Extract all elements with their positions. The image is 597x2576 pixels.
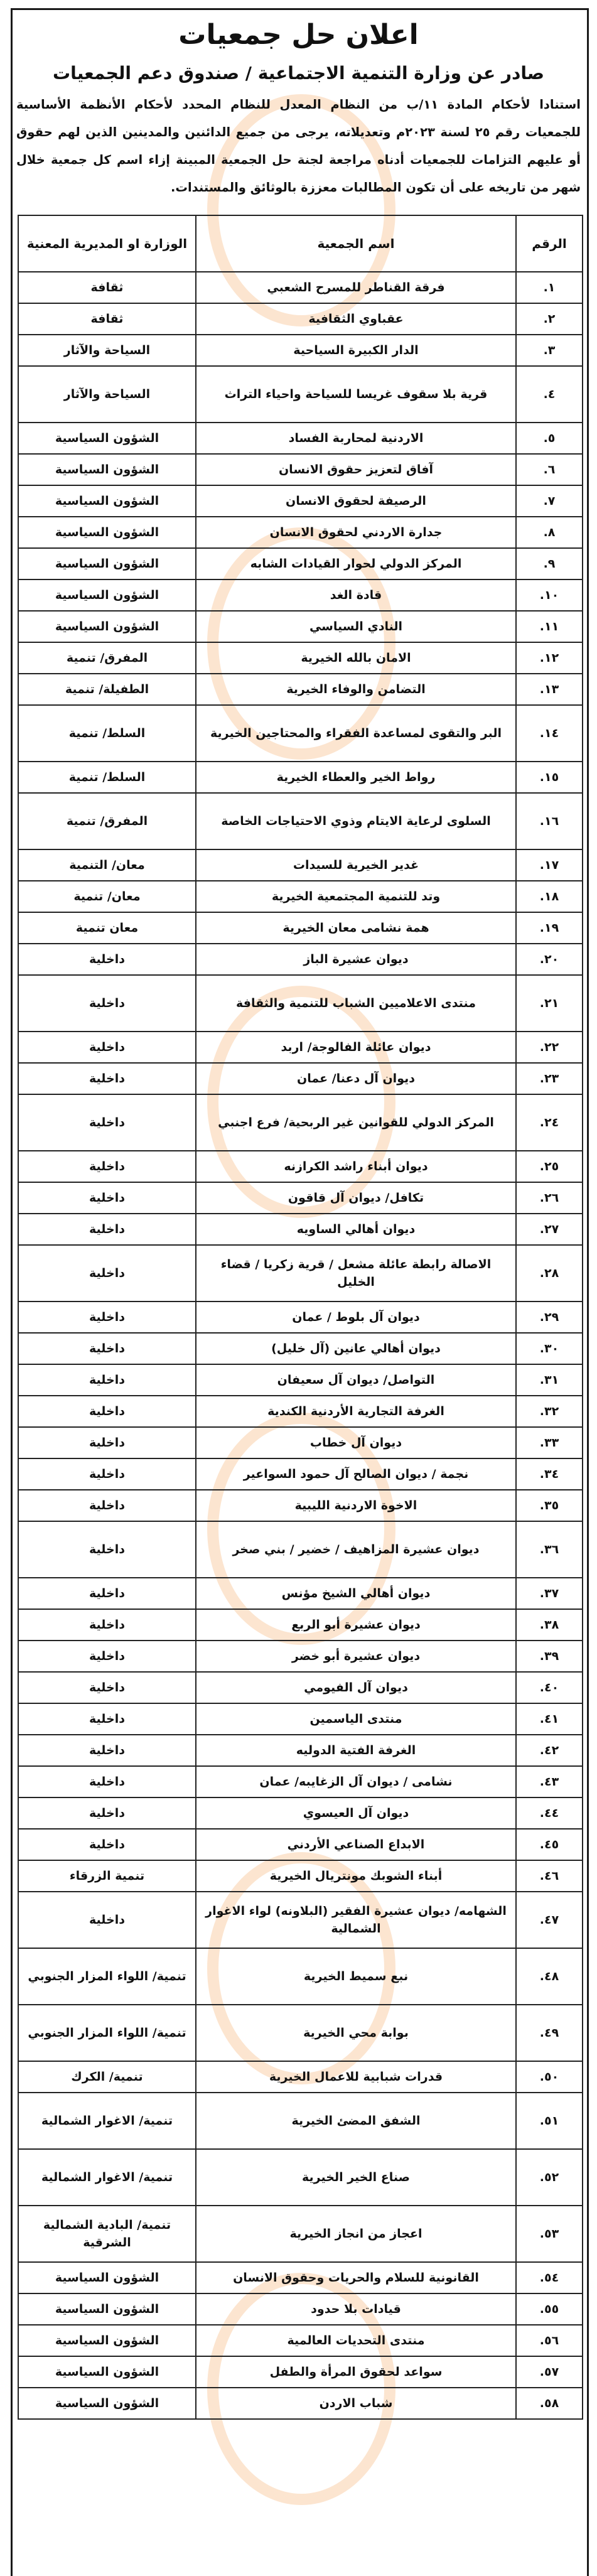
association-name: ديوان عشيرة المزاهيف / خضير / بني صخر: [196, 1521, 516, 1578]
row-number: ١٠.: [516, 579, 583, 611]
association-name: الاصالة رابطة عائلة مشعل / قرية زكريا / قضاء الخليل: [196, 1245, 516, 1301]
ministry-name: داخلية: [18, 1892, 196, 1948]
notice-intro: استنادا لأحكام المادة ١١/ب من النظام المعدل للنظام المحدد لأحكام الأنظمة الأساسية للجمعيات رقم ٢٥ لسنة ٢٠٢٣م وتعديلاته، يرجى من جميع الدائنين والمدينين الذين لهم حقوق أو عليهم التزامات للجمعيات أدناه مراجعة لجنة حل الجمعية المبينة إزاء اسم كل جمعية خلال شهر من تاريخه على أن تكون المطالبات معززة بالوثائق والمستندات.: [16, 97, 581, 195]
row-number: ٣.: [516, 335, 583, 366]
ministry-name: الشؤون السياسية: [18, 579, 196, 611]
header-name: اسم الجمعية: [196, 215, 516, 272]
table-row: [18, 1766, 583, 1797]
association-name: القانونية للسلام والحريات وحقوق الانسان: [196, 2262, 516, 2293]
ministry-name: داخلية: [18, 1458, 196, 1490]
association-name: قادة الغد: [196, 579, 516, 611]
ministry-name: تنمية الزرقاء: [18, 1860, 196, 1892]
table-row: [18, 1948, 583, 2005]
association-name: الاخوة الاردنية الليبية: [196, 1490, 516, 1521]
table-row: [18, 674, 583, 705]
table-row: [18, 1892, 583, 1948]
association-name: الامان بالله الخيرية: [196, 642, 516, 674]
association-name: التواصل/ ديوان آل سعيفان: [196, 1364, 516, 1396]
ministry-name: تنمية/ البادية الشمالية الشرقية: [18, 2206, 196, 2262]
association-name: أبناء الشوبك مونتريال الخيرية: [196, 1860, 516, 1892]
row-number: ٣٥.: [516, 1490, 583, 1521]
row-number: ٣٧.: [516, 1578, 583, 1609]
table-row: [18, 335, 583, 366]
association-name: منتدى الاعلاميين الشباب للتنمية والثقافة: [196, 975, 516, 1032]
ministry-name: داخلية: [18, 1490, 196, 1521]
ministry-name: تنمية/ اللواء المزار الجنوبي: [18, 1948, 196, 2005]
table-row: [18, 2206, 583, 2262]
table-row: [18, 1032, 583, 1063]
association-name: تكافل/ ديوان آل قاقون: [196, 1182, 516, 1214]
table-row: [18, 1214, 583, 1245]
table-row: [18, 2061, 583, 2093]
ministry-name: الشؤون السياسية: [18, 517, 196, 548]
ministry-name: الشؤون السياسية: [18, 2293, 196, 2325]
association-name: المركز الدولي للقوانين غير الربحية/ فرع اجنبي: [196, 1094, 516, 1151]
table-row: [18, 705, 583, 762]
table-row: [18, 366, 583, 423]
ministry-name: الشؤون السياسية: [18, 2388, 196, 2419]
ministry-name: السلط/ تنمية: [18, 705, 196, 762]
row-number: ٥٦.: [516, 2325, 583, 2356]
association-name: ديوان عائلة الفالوجة/ اربد: [196, 1032, 516, 1063]
association-name: سواعد لحقوق المرأة والطفل: [196, 2356, 516, 2388]
ministry-name: داخلية: [18, 1396, 196, 1427]
table-row: [18, 517, 583, 548]
ministry-name: معان/ تنمية: [18, 881, 196, 912]
ministry-name: الطفيلة/ تنمية: [18, 674, 196, 705]
row-number: ٧.: [516, 485, 583, 517]
row-number: ٢١.: [516, 975, 583, 1032]
row-number: ٤٣.: [516, 1766, 583, 1797]
association-name: ديوان أهالي الشيخ مؤنس: [196, 1578, 516, 1609]
table-row: [18, 548, 583, 579]
row-number: ٥٧.: [516, 2356, 583, 2388]
association-name: ديوان آل العيسوي: [196, 1797, 516, 1829]
association-name: الرصيفة لحقوق الانسان: [196, 485, 516, 517]
ministry-name: الشؤون السياسية: [18, 2356, 196, 2388]
row-number: ٩.: [516, 548, 583, 579]
ministry-name: داخلية: [18, 1672, 196, 1703]
table-row: [18, 2093, 583, 2149]
row-number: ٣١.: [516, 1364, 583, 1396]
association-name: النادي السياسي: [196, 611, 516, 642]
row-number: ٣٩.: [516, 1641, 583, 1672]
ministry-name: الشؤون السياسية: [18, 485, 196, 517]
association-name: نشامى / ديوان آل الزغايبه/ عمان: [196, 1766, 516, 1797]
table-row: [18, 642, 583, 674]
ministry-name: السياحة والآثار: [18, 366, 196, 423]
row-number: ١٩.: [516, 912, 583, 944]
association-name: ديوان آل الفيومي: [196, 1672, 516, 1703]
association-name: ديوان عشيرة أبو الربع: [196, 1609, 516, 1641]
table-row: [18, 1672, 583, 1703]
table-row: [18, 2262, 583, 2293]
row-number: ٢٧.: [516, 1214, 583, 1245]
ministry-name: ثقافة: [18, 272, 196, 303]
row-number: ٢٢.: [516, 1032, 583, 1063]
association-name: المركز الدولي لحوار القيادات الشابه: [196, 548, 516, 579]
table-row: [18, 1182, 583, 1214]
association-name: بوابة محي الخيرية: [196, 2005, 516, 2061]
row-number: ٦.: [516, 454, 583, 485]
ministry-name: الشؤون السياسية: [18, 2262, 196, 2293]
association-name: ديوان أبناء راشد الكرازنه: [196, 1151, 516, 1182]
row-number: ٤٩.: [516, 2005, 583, 2061]
association-name: ديوان آل دعنا/ عمان: [196, 1063, 516, 1094]
association-name: الشهامه/ ديوان عشيرة الفقير (البلاونه) لواء الاغوار الشمالية: [196, 1892, 516, 1948]
notice-subtitle: صادر عن وزارة التنمية الاجتماعية / صندوق دعم الجمعيات: [53, 63, 544, 84]
ministry-name: معان تنمية: [18, 912, 196, 944]
table-row: [18, 1245, 583, 1301]
association-name: البر والتقوى لمساعدة الفقراء والمحتاجين الخيرية: [196, 705, 516, 762]
table-row: [18, 272, 583, 303]
table-row: [18, 975, 583, 1032]
row-number: ٣٤.: [516, 1458, 583, 1490]
ministry-name: داخلية: [18, 1735, 196, 1766]
table-row: [18, 1609, 583, 1641]
association-name: قيادات بلا حدود: [196, 2293, 516, 2325]
ministry-name: تنمية/ الكرك: [18, 2061, 196, 2093]
table-row: [18, 1063, 583, 1094]
table-row: [18, 454, 583, 485]
association-name: الغرفة الفتية الدوليه: [196, 1735, 516, 1766]
row-number: ١٤.: [516, 705, 583, 762]
table-row: [18, 912, 583, 944]
row-number: ٤١.: [516, 1703, 583, 1735]
association-name: آفاق لتعزيز حقوق الانسان: [196, 454, 516, 485]
table-row: [18, 1860, 583, 1892]
row-number: ٤٦.: [516, 1860, 583, 1892]
row-number: ٥٤.: [516, 2262, 583, 2293]
row-number: ٤٤.: [516, 1797, 583, 1829]
table-row: [18, 1427, 583, 1458]
table-row: [18, 303, 583, 335]
ministry-name: الشؤون السياسية: [18, 423, 196, 454]
notice-title: اعلان حل جمعيات: [178, 19, 419, 51]
row-number: ١١.: [516, 611, 583, 642]
table-row: [18, 1703, 583, 1735]
row-number: ٨.: [516, 517, 583, 548]
ministry-name: داخلية: [18, 975, 196, 1032]
row-number: ٥٠.: [516, 2061, 583, 2093]
row-number: ٤٠.: [516, 1672, 583, 1703]
row-number: ٢٠.: [516, 944, 583, 975]
table-row: [18, 881, 583, 912]
row-number: ٢٥.: [516, 1151, 583, 1182]
row-number: ٢٤.: [516, 1094, 583, 1151]
table-row: [18, 423, 583, 454]
row-number: ٤٥.: [516, 1829, 583, 1860]
ministry-name: تنمية/ الاغوار الشمالية: [18, 2149, 196, 2206]
association-name: رواط الخير والعطاء الخيرية: [196, 762, 516, 793]
table-row: [18, 1641, 583, 1672]
ministry-name: داخلية: [18, 1521, 196, 1578]
table-row: [18, 2356, 583, 2388]
ministry-name: داخلية: [18, 1333, 196, 1364]
row-number: ٣٣.: [516, 1427, 583, 1458]
association-name: جدارة الاردني لحقوق الانسان: [196, 517, 516, 548]
table-row: [18, 944, 583, 975]
row-number: ٥.: [516, 423, 583, 454]
association-name: الاردنية لمحاربة الفساد: [196, 423, 516, 454]
association-name: السلوى لرعاية الايتام وذوي الاحتياجات الخاصة: [196, 793, 516, 849]
header-ministry: الوزارة او المديرية المعنية: [18, 215, 196, 272]
row-number: ٢.: [516, 303, 583, 335]
table-row: [18, 762, 583, 793]
table-row: [18, 1521, 583, 1578]
association-name: منتدى الياسمين: [196, 1703, 516, 1735]
row-number: ٢٣.: [516, 1063, 583, 1094]
association-name: شباب الاردن: [196, 2388, 516, 2419]
row-number: ٣٦.: [516, 1521, 583, 1578]
ministry-name: المفرق/ تنمية: [18, 793, 196, 849]
association-name: الشفق المضئ الخيرية: [196, 2093, 516, 2149]
ministry-name: تنمية/ الاغوار الشمالية: [18, 2093, 196, 2149]
row-number: ٥٨.: [516, 2388, 583, 2419]
ministry-name: الشؤون السياسية: [18, 548, 196, 579]
association-name: اعجاز من انجاز الخيرية: [196, 2206, 516, 2262]
table-row: [18, 1396, 583, 1427]
associations-table: [18, 215, 583, 2420]
row-number: ١٦.: [516, 793, 583, 849]
row-number: ٣٢.: [516, 1396, 583, 1427]
ministry-name: الشؤون السياسية: [18, 454, 196, 485]
row-number: ١٢.: [516, 642, 583, 674]
ministry-name: داخلية: [18, 1797, 196, 1829]
association-name: الغرفة التجارية الأردنية الكندية: [196, 1396, 516, 1427]
ministry-name: السلط/ تنمية: [18, 762, 196, 793]
association-name: التضامن والوفاء الخيرية: [196, 674, 516, 705]
table-row: [18, 849, 583, 881]
row-number: ١٨.: [516, 881, 583, 912]
row-number: ١٧.: [516, 849, 583, 881]
table-row: [18, 1578, 583, 1609]
ministry-name: داخلية: [18, 1641, 196, 1672]
row-number: ١.: [516, 272, 583, 303]
association-name: منتدى التحديات العالمية: [196, 2325, 516, 2356]
ministry-name: داخلية: [18, 1766, 196, 1797]
association-name: غدير الخيرية للسيدات: [196, 849, 516, 881]
table-row: [18, 579, 583, 611]
association-name: صناع الخير الخيرية: [196, 2149, 516, 2206]
row-number: ١٥.: [516, 762, 583, 793]
association-name: وتد للتنمية المجتمعية الخيرية: [196, 881, 516, 912]
ministry-name: داخلية: [18, 944, 196, 975]
row-number: ٣٠.: [516, 1333, 583, 1364]
row-number: ٥٢.: [516, 2149, 583, 2206]
ministry-name: تنمية/ اللواء المزار الجنوبي: [18, 2005, 196, 2061]
association-name: ديوان عشيرة الباز: [196, 944, 516, 975]
row-number: ٢٩.: [516, 1301, 583, 1333]
table-row: [18, 2005, 583, 2061]
association-name: ديوان عشيرة أبو خضر: [196, 1641, 516, 1672]
header-number: الرقم: [516, 215, 583, 272]
row-number: ٤.: [516, 366, 583, 423]
ministry-name: المفرق/ تنمية: [18, 642, 196, 674]
ministry-name: الشؤون السياسية: [18, 2325, 196, 2356]
table-row: [18, 1490, 583, 1521]
table-row: [18, 2388, 583, 2419]
table-row: [18, 611, 583, 642]
association-name: الدار الكبيرة السياحية: [196, 335, 516, 366]
row-number: ١٣.: [516, 674, 583, 705]
table-row: [18, 1458, 583, 1490]
association-name: ديوان أهالي الساويه: [196, 1214, 516, 1245]
association-name: نبع سميط الخيرية: [196, 1948, 516, 2005]
row-number: ٥١.: [516, 2093, 583, 2149]
row-number: ٣٨.: [516, 1609, 583, 1641]
table-row: [18, 2149, 583, 2206]
table-row: [18, 1333, 583, 1364]
row-number: ٢٨.: [516, 1245, 583, 1301]
association-name: الابداع الصناعي الأردني: [196, 1829, 516, 1860]
association-name: ديوان أهالي عانين (آل خليل): [196, 1333, 516, 1364]
association-name: ديوان آل خطاب: [196, 1427, 516, 1458]
association-name: نجمة / ديوان الصالح آل حمود السواعير: [196, 1458, 516, 1490]
ministry-name: داخلية: [18, 1427, 196, 1458]
table-row: [18, 2325, 583, 2356]
ministry-name: داخلية: [18, 1578, 196, 1609]
table-row: [18, 1797, 583, 1829]
row-number: ٥٣.: [516, 2206, 583, 2262]
table-row: [18, 1301, 583, 1333]
ministry-name: داخلية: [18, 1094, 196, 1151]
ministry-name: داخلية: [18, 1151, 196, 1182]
row-number: ٢٦.: [516, 1182, 583, 1214]
table-row: [18, 1829, 583, 1860]
row-number: ٥٥.: [516, 2293, 583, 2325]
ministry-name: داخلية: [18, 1182, 196, 1214]
table-header-row: [18, 215, 583, 272]
ministry-name: داخلية: [18, 1609, 196, 1641]
table-row: [18, 1151, 583, 1182]
ministry-name: داخلية: [18, 1214, 196, 1245]
table-row: [18, 1094, 583, 1151]
ministry-name: داخلية: [18, 1245, 196, 1301]
ministry-name: معان/ التنمية: [18, 849, 196, 881]
association-name: قرية بلا سقوف غريسا للسياحة واحياء التراث: [196, 366, 516, 423]
ministry-name: داخلية: [18, 1063, 196, 1094]
ministry-name: داخلية: [18, 1364, 196, 1396]
table-row: [18, 485, 583, 517]
ministry-name: الشؤون السياسية: [18, 611, 196, 642]
row-number: ٤٨.: [516, 1948, 583, 2005]
association-name: همة نشامى معان الخيرية: [196, 912, 516, 944]
ministry-name: داخلية: [18, 1703, 196, 1735]
table-row: [18, 1364, 583, 1396]
ministry-name: ثقافة: [18, 303, 196, 335]
association-name: قدرات شبابية للاعمال الخيرية: [196, 2061, 516, 2093]
association-name: فرقة القناطر للمسرح الشعبي: [196, 272, 516, 303]
association-name: ديوان آل بلوط / عمان: [196, 1301, 516, 1333]
row-number: ٤٢.: [516, 1735, 583, 1766]
table-row: [18, 2293, 583, 2325]
ministry-name: داخلية: [18, 1032, 196, 1063]
table-body: [18, 272, 583, 2419]
association-name: عقباوي الثقافية: [196, 303, 516, 335]
table-row: [18, 793, 583, 849]
ministry-name: داخلية: [18, 1829, 196, 1860]
ministry-name: السياحة والآثار: [18, 335, 196, 366]
ministry-name: داخلية: [18, 1301, 196, 1333]
row-number: ٤٧.: [516, 1892, 583, 1948]
table-row: [18, 1735, 583, 1766]
